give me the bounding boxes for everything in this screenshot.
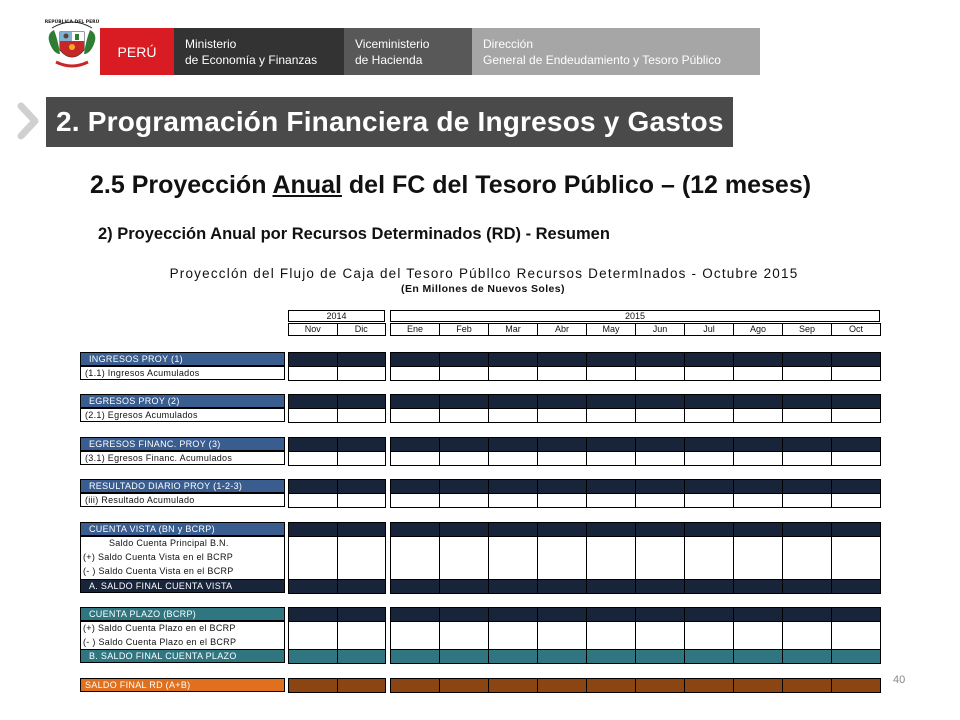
row-label-egresos-financ: EGRESOS FINANC. PROY (3) xyxy=(80,437,285,451)
table-cell xyxy=(337,678,387,693)
table-cell xyxy=(831,493,881,508)
table-cell xyxy=(288,678,338,693)
table-cell xyxy=(337,451,387,466)
table-cell xyxy=(337,607,387,622)
table-cell xyxy=(390,649,440,664)
table-cell xyxy=(733,621,783,651)
table-cell xyxy=(337,579,387,594)
cuenta-plazo-detail: (+) Saldo Cuenta Plazo en el BCRP (- ) Saldo Cuenta Plazo en el BCRP xyxy=(80,621,285,650)
table-title: Proyecclón del Flujo de Caja del Tesoro Públlco Recursos Determlnados - Octubre 2015 xyxy=(169,266,799,281)
table-cell xyxy=(733,451,783,466)
month-header: May xyxy=(586,323,636,336)
row-label-ingresos-acum: (1.1) Ingresos Acumulados xyxy=(80,366,285,380)
table-cell xyxy=(733,579,783,594)
table-cell xyxy=(439,579,489,594)
month-header: Nov xyxy=(288,323,338,336)
table-cell xyxy=(586,493,636,508)
table-cell xyxy=(635,366,685,381)
table-cell xyxy=(390,621,440,651)
table-cell xyxy=(537,479,587,494)
table-cell xyxy=(537,408,587,423)
table-cell xyxy=(337,522,387,537)
table-cell xyxy=(684,536,734,581)
table-cell xyxy=(831,536,881,581)
table-cell xyxy=(586,607,636,622)
cuenta-vista-detail: Saldo Cuenta Principal B.N. (+) Saldo Cuenta Vista en el BCRP (- ) Saldo Cuenta Vista en el BCRP xyxy=(80,536,285,580)
table-cell xyxy=(684,394,734,409)
table-cell xyxy=(586,522,636,537)
table-cell xyxy=(586,408,636,423)
table-cell xyxy=(831,408,881,423)
table-cell xyxy=(288,408,338,423)
table-cell xyxy=(635,536,685,581)
table-cell xyxy=(782,437,832,452)
table-cell xyxy=(439,451,489,466)
table-cell xyxy=(488,352,538,367)
table-cell xyxy=(733,408,783,423)
table-cell xyxy=(288,437,338,452)
table-cell xyxy=(439,678,489,693)
table-cell xyxy=(635,451,685,466)
table-cell xyxy=(782,522,832,537)
table-cell xyxy=(635,479,685,494)
table-cell xyxy=(439,649,489,664)
table-cell xyxy=(439,621,489,651)
table-cell xyxy=(586,394,636,409)
table-cell xyxy=(733,678,783,693)
table-cell xyxy=(288,451,338,466)
table-cell xyxy=(390,408,440,423)
table-cell xyxy=(782,678,832,693)
row-label-saldo-plazo: B. SALDO FINAL CUENTA PLAZO xyxy=(80,649,285,663)
table-cell xyxy=(288,522,338,537)
table-cell xyxy=(733,366,783,381)
table-cell xyxy=(733,437,783,452)
month-header: Dic xyxy=(337,323,387,336)
table-cell xyxy=(782,607,832,622)
table-cell xyxy=(831,352,881,367)
table-cell xyxy=(586,621,636,651)
table-cell xyxy=(782,621,832,651)
month-header: Sep xyxy=(782,323,832,336)
table-cell xyxy=(537,678,587,693)
table-cell xyxy=(537,394,587,409)
table-cell xyxy=(831,479,881,494)
table-cell xyxy=(288,479,338,494)
table-cell xyxy=(537,536,587,581)
table-cell xyxy=(684,621,734,651)
table-cell xyxy=(390,451,440,466)
table-cell xyxy=(488,522,538,537)
year-2014: 2014 xyxy=(288,310,385,322)
table-cell xyxy=(488,607,538,622)
table-cell xyxy=(488,536,538,581)
table-cell xyxy=(337,408,387,423)
table-cell xyxy=(635,493,685,508)
table-cell xyxy=(782,493,832,508)
table-cell xyxy=(831,579,881,594)
month-header: Oct xyxy=(831,323,881,336)
table-cell xyxy=(537,649,587,664)
table-cell xyxy=(635,579,685,594)
table-cell xyxy=(635,352,685,367)
table-cell xyxy=(782,451,832,466)
table-cell xyxy=(586,678,636,693)
table-cell xyxy=(586,437,636,452)
chevron-right-icon xyxy=(16,102,42,140)
table-cell xyxy=(635,522,685,537)
peru-coat-of-arms-icon xyxy=(44,14,100,72)
table-cell xyxy=(831,451,881,466)
table-cell xyxy=(586,536,636,581)
month-header: Abr xyxy=(537,323,587,336)
table-cell xyxy=(586,579,636,594)
table-cell xyxy=(537,607,587,622)
table-cell xyxy=(586,352,636,367)
table-cell xyxy=(635,607,685,622)
table-cell xyxy=(684,607,734,622)
table-cell xyxy=(288,649,338,664)
month-header: Jul xyxy=(684,323,734,336)
table-cell xyxy=(782,579,832,594)
table-cell xyxy=(439,394,489,409)
table-cell xyxy=(390,678,440,693)
slide-subtitle-2: 2) Proyección Anual por Recursos Determinados (RD) - Resumen xyxy=(98,225,610,243)
table-cell xyxy=(439,437,489,452)
table-cell xyxy=(488,437,538,452)
table-cell xyxy=(288,621,338,651)
table-cell xyxy=(684,522,734,537)
table-cell xyxy=(537,621,587,651)
table-cell xyxy=(439,366,489,381)
table-cell xyxy=(390,493,440,508)
table-cell xyxy=(635,394,685,409)
table-cell xyxy=(439,522,489,537)
peru-label: PERÚ xyxy=(100,28,174,75)
table-cell xyxy=(635,621,685,651)
table-cell xyxy=(831,621,881,651)
table-cell xyxy=(586,451,636,466)
table-cell xyxy=(684,352,734,367)
table-cell xyxy=(390,536,440,581)
table-cell xyxy=(488,493,538,508)
table-cell xyxy=(635,437,685,452)
table-cell xyxy=(733,607,783,622)
table-cell xyxy=(684,479,734,494)
row-label-resultado-acum: (iii) Resultado Acumulado xyxy=(80,493,285,507)
table-cell xyxy=(782,394,832,409)
table-cell xyxy=(488,394,538,409)
table-cell xyxy=(537,522,587,537)
table-cell xyxy=(733,649,783,664)
table-cell xyxy=(635,649,685,664)
table-cell xyxy=(586,649,636,664)
table-cell xyxy=(337,437,387,452)
table-cell xyxy=(390,394,440,409)
table-cell xyxy=(337,394,387,409)
table-cell xyxy=(684,649,734,664)
table-cell xyxy=(488,678,538,693)
row-label-egresos-financ-acum: (3.1) Egresos Financ. Acumulados xyxy=(80,451,285,465)
table-cell xyxy=(390,352,440,367)
section-title: 2. Programación Financiera de Ingresos y Gastos xyxy=(46,97,733,147)
table-cell xyxy=(488,579,538,594)
table-cell xyxy=(733,522,783,537)
table-cell xyxy=(390,479,440,494)
table-cell xyxy=(733,352,783,367)
table-cell xyxy=(439,607,489,622)
table-cell xyxy=(288,352,338,367)
table-cell xyxy=(390,522,440,537)
table-cell xyxy=(288,607,338,622)
row-label-cuenta-vista: CUENTA VISTA (BN y BCRP) xyxy=(80,522,285,536)
table-cell xyxy=(831,649,881,664)
table-cell xyxy=(782,408,832,423)
row-label-resultado: RESULTADO DIARIO PROY (1-2-3) xyxy=(80,479,285,493)
table-cell xyxy=(390,607,440,622)
table-cell xyxy=(635,408,685,423)
month-header: Mar xyxy=(488,323,538,336)
table-cell xyxy=(390,579,440,594)
table-cell xyxy=(684,437,734,452)
table-cell xyxy=(684,579,734,594)
table-cell xyxy=(337,649,387,664)
table-cell xyxy=(337,493,387,508)
table-cell xyxy=(288,579,338,594)
row-label-ingresos: INGRESOS PROY (1) xyxy=(80,352,285,366)
table-cell xyxy=(337,479,387,494)
table-cell xyxy=(831,607,881,622)
table-cell xyxy=(390,437,440,452)
table-subtitle: (En Millones de Nuevos Soles) xyxy=(401,283,565,295)
table-cell xyxy=(288,536,338,581)
table-cell xyxy=(439,493,489,508)
table-cell xyxy=(537,451,587,466)
table-cell xyxy=(439,352,489,367)
table-cell xyxy=(782,479,832,494)
table-cell xyxy=(831,522,881,537)
row-label-egresos: EGRESOS PROY (2) xyxy=(80,394,285,408)
table-cell xyxy=(537,493,587,508)
table-cell xyxy=(733,394,783,409)
row-label-saldo-vista: A. SALDO FINAL CUENTA VISTA xyxy=(80,579,285,593)
ministry-label: Ministerio de Economía y Finanzas xyxy=(174,28,344,75)
table-cell xyxy=(782,366,832,381)
vice-ministry-label: Viceministerio de Hacienda xyxy=(344,28,472,75)
table-cell xyxy=(288,366,338,381)
table-cell xyxy=(831,437,881,452)
table-cell xyxy=(684,408,734,423)
year-2015: 2015 xyxy=(390,310,880,322)
table-cell xyxy=(586,479,636,494)
table-cell xyxy=(337,536,387,581)
table-cell xyxy=(337,366,387,381)
page-number: 40 xyxy=(893,674,906,686)
table-cell xyxy=(288,493,338,508)
table-cell xyxy=(831,394,881,409)
month-header: Jun xyxy=(635,323,685,336)
table-cell xyxy=(635,678,685,693)
table-cell xyxy=(537,366,587,381)
month-header: Ago xyxy=(733,323,783,336)
table-cell xyxy=(337,352,387,367)
table-cell xyxy=(684,678,734,693)
table-cell xyxy=(390,366,440,381)
table-cell xyxy=(337,621,387,651)
directorate-label: Dirección General de Endeudamiento y Tesoro Público xyxy=(472,28,760,75)
table-cell xyxy=(537,352,587,367)
table-cell xyxy=(733,493,783,508)
table-cell xyxy=(537,437,587,452)
table-cell xyxy=(684,451,734,466)
row-label-egresos-acum: (2.1) Egresos Acumulados xyxy=(80,408,285,422)
table-cell xyxy=(831,678,881,693)
table-cell xyxy=(488,621,538,651)
table-cell xyxy=(488,366,538,381)
row-label-saldo-final-rd: SALDO FINAL RD (A+B) xyxy=(80,678,285,692)
slide-subtitle: 2.5 Proyección Anual del FC del Tesoro Público – (12 meses) xyxy=(90,171,812,199)
table-cell xyxy=(439,536,489,581)
table-cell xyxy=(684,366,734,381)
table-cell xyxy=(733,479,783,494)
table-cell xyxy=(488,649,538,664)
table-cell xyxy=(831,366,881,381)
table-cell xyxy=(288,394,338,409)
table-cell xyxy=(439,408,489,423)
table-cell xyxy=(684,493,734,508)
table-cell xyxy=(586,366,636,381)
table-cell xyxy=(782,536,832,581)
table-cell xyxy=(488,408,538,423)
table-cell xyxy=(782,352,832,367)
month-header: Feb xyxy=(439,323,489,336)
svg-text:REPÚBLICA DEL PERÚ: REPÚBLICA DEL PERÚ xyxy=(44,20,100,25)
table-cell xyxy=(439,479,489,494)
table-cell xyxy=(488,451,538,466)
table-cell xyxy=(537,579,587,594)
table-cell xyxy=(782,649,832,664)
month-header: Ene xyxy=(390,323,440,336)
row-label-cuenta-plazo: CUENTA PLAZO (BCRP) xyxy=(80,607,285,621)
table-cell xyxy=(488,479,538,494)
table-cell xyxy=(733,536,783,581)
